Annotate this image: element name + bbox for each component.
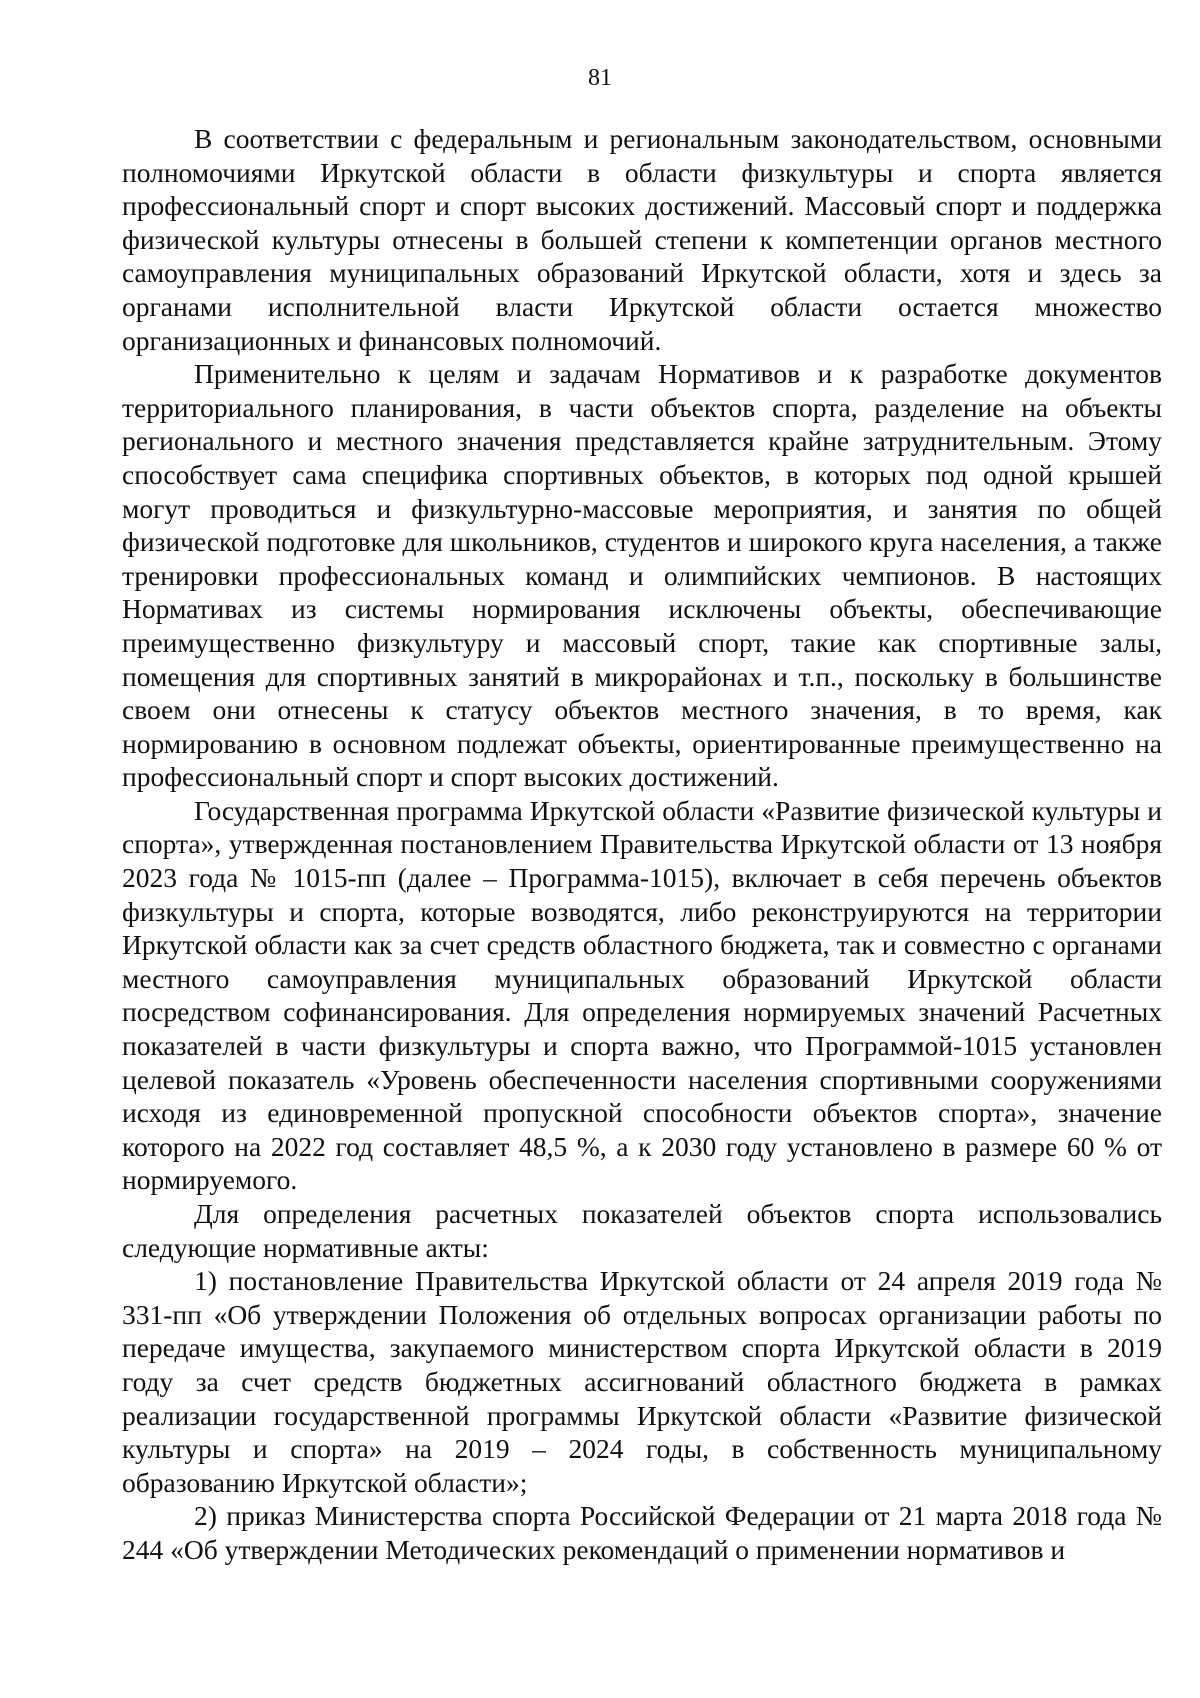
paragraph-territorial-planning: Применительно к целям и задачам Нормативов и к разработке документов территориального планирования, в части объектов спорта, разделение на объекты регионального и местного значения представляется крайне затруднительным. Этому способствует сама специфика спортивных объектов, в которых под одной крышей могут проводиться и физкультурно-массовые мероприятия, и занятия по общей физической подготовке для школьников, студентов и широкого круга населения, а также тренировки профессиональных команд и олимпийских чемпионов. В настоящих Нормативах из системы нормирования исключены объекты, обеспечивающие преимущественно физкультуру и массовый спорт, такие как спортивные залы, помещения для спортивных занятий в микрорайонах и т.п., поскольку в большинстве своем они отнесены к статусу объектов местного значения, в то время, как нормированию в основном подлежат объекты, ориентированные преимущественно на профессиональный спорт и спорт высоких достижений. (122, 358, 1162, 793)
paragraph-sport-powers: В соответствии с федеральным и региональным законодательством, основными полномочиями Иркутской области в области физкультуры и спорта является профессиональный спорт и спорт высоких достижений. Массовый спорт и поддержка физической культуры отнесены в большей степени к компетенции органов местного самоуправления муниципальных образований Иркутской области, хотя и здесь за органами исполнительной власти Иркутской области остается множество организационных и финансовых полномочий. (122, 123, 1162, 356)
page-number: 81 (588, 65, 612, 91)
paragraph-normative-acts-intro: Для определения расчетных показателей объектов спорта использовались следующие нормативные акты: (122, 1198, 1162, 1263)
list-item-act-1: 1) постановление Правительства Иркутской области от 24 апреля 2019 года № 331-пп «Об утверждении Положения об отдельных вопросах организации работы по передаче имущества, закупаемого министерством спорта Иркутской области в 2019 году за счет средств бюджетных ассигнований областного бюджета в рамках реализации государственной программы Иркутской области «Развитие физической культуры и спорта» на 2019 – 2024 годы, в собственность муниципальному образованию Иркутской области»; (122, 1265, 1162, 1498)
document-body (122, 122, 1162, 1567)
list-item-act-2: 2) приказ Министерства спорта Российской Федерации от 21 марта 2018 года № 244 «Об утверждении Методических рекомендаций о применении нормативов и (122, 1500, 1162, 1565)
paragraph-state-program: Государственная программа Иркутской области «Развитие физической культуры и спорта», утвержденная постановлением Правительства Иркутской области от 13 ноября 2023 года № 1015-пп (далее – Программа-1015), включает в себя перечень объектов физкультуры и спорта, которые возводятся, либо реконструируются на территории Иркутской области как за счет средств областного бюджета, так и совместно с органами местного самоуправления муниципальных образований Иркутской области посредством софинансирования. Для определения нормируемых значений Расчетных показателей в части физкультуры и спорта важно, что Программой-1015 установлен целевой показатель «Уровень обеспеченности населения спортивными сооружениями исходя из единовременной пропускной способности объектов спорта», значение которого на 2022 год составляет 48,5 %, а к 2030 году установлено в размере 60 % от нормируемого. (122, 794, 1162, 1196)
